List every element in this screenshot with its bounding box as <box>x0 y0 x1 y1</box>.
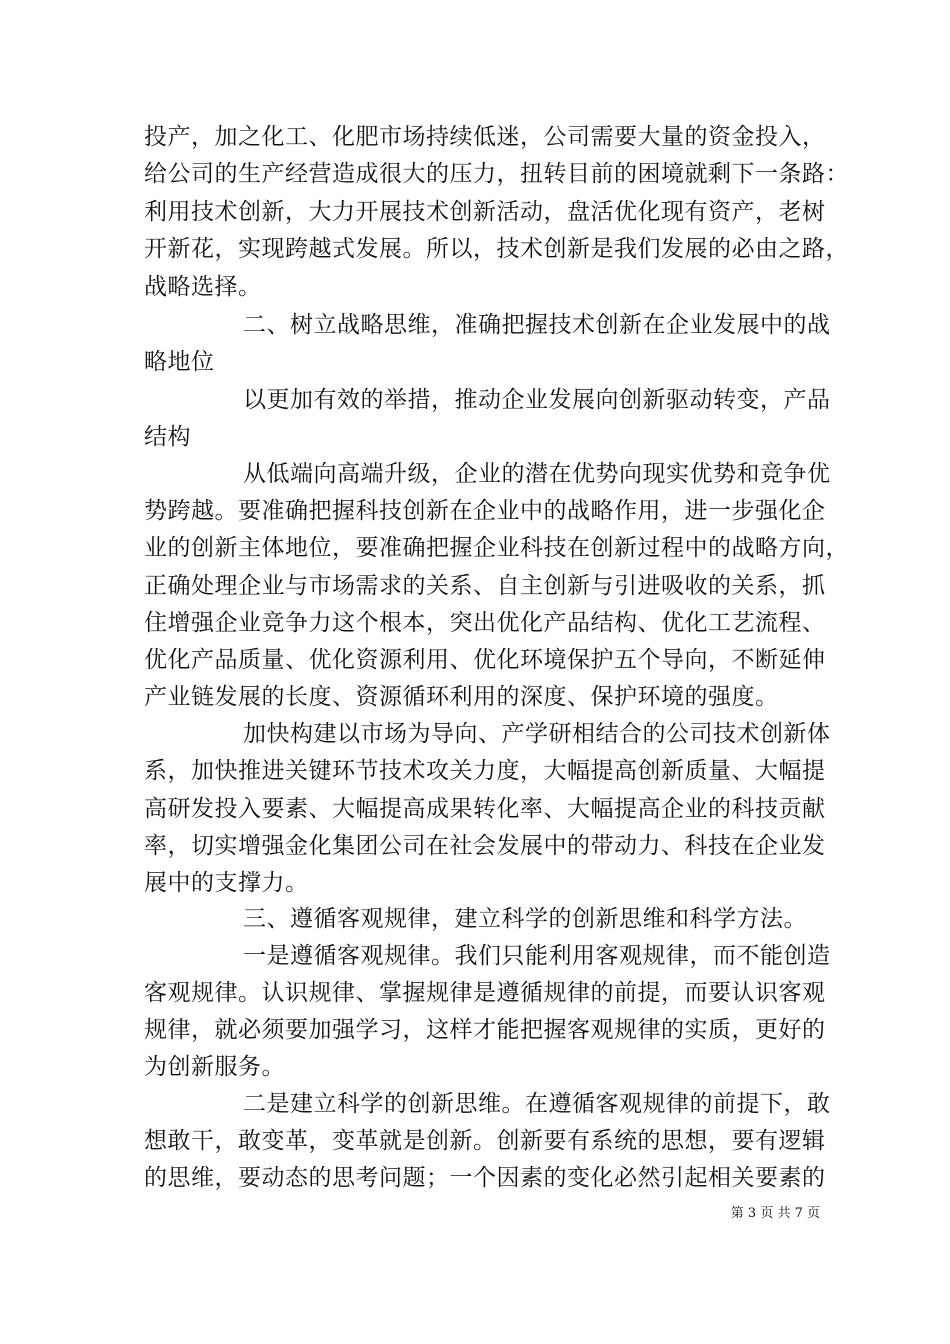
section-heading-line: 二、树立战略思维，准确把握技术创新在企业发展中的战 <box>243 312 831 338</box>
text-line: 一是遵循客观规律。我们只能利用客观规律，而不能创造 <box>243 943 831 969</box>
section-heading-line: 三、遵循客观规律，建立科学的创新思维和科学方法。 <box>243 906 807 932</box>
text-line: 客观规律。认识规律、掌握规律是遵循规律的前提，而要认识客观 <box>144 980 826 1006</box>
text-line: 利用技术创新，大力开展技术创新活动，盘活优化现有资产，老树 <box>144 199 826 225</box>
text-line: 系，加快推进关键环节技术攻关力度，大幅提高创新质量、大幅提 <box>144 758 826 784</box>
text-line: 的思维，要动态的思考问题；一个因素的变化必然引起相关要素的 <box>144 1165 826 1191</box>
text-line: 业的创新主体地位，要准确把握企业科技在创新过程中的战略方向， <box>144 535 849 561</box>
section-heading-line: 略地位 <box>144 349 215 375</box>
text-line: 展中的支撑力。 <box>144 870 309 896</box>
text-line: 为创新服务。 <box>144 1054 285 1080</box>
text-line: 给公司的生产经营造成很大的压力，扭转目前的困境就剩下一条路： <box>144 161 849 187</box>
text-line: 高研发投入要素、大幅提高成果转化率、大幅提高企业的科技贡献 <box>144 796 826 822</box>
text-line: 率，切实增强金化集团公司在社会发展中的带动力、科技在企业发 <box>144 833 826 859</box>
text-line: 规律，就必须要加强学习，这样才能把握客观规律的实质，更好的 <box>144 1017 826 1043</box>
text-line: 二是建立科学的创新思维。在遵循客观规律的前提下，敢 <box>243 1091 831 1117</box>
text-line: 加快构建以市场为导向、产学研相结合的公司技术创新体 <box>243 721 831 747</box>
text-line: 结构 <box>144 424 191 450</box>
text-line: 产业链发展的长度、资源循环利用的深度、保护环境的强度。 <box>144 684 779 710</box>
text-line: 优化产品质量、优化资源利用、优化环境保护五个导向，不断延伸 <box>144 647 826 673</box>
text-line: 以更加有效的举措，推动企业发展向创新驱动转变，产品 <box>243 387 831 413</box>
text-line: 正确处理企业与市场需求的关系、自主创新与引进吸收的关系，抓 <box>144 573 826 599</box>
text-line: 战略选择。 <box>144 274 262 300</box>
text-line: 投产，加之化工、化肥市场持续低迷，公司需要大量的资金投入， <box>144 124 826 150</box>
text-line: 住增强企业竞争力这个根本，突出优化产品结构、优化工艺流程、 <box>144 610 826 636</box>
page-number-footer: 第 3 页 共 7 页 <box>730 1206 820 1221</box>
text-line: 势跨越。要准确把握科技创新在企业中的战略作用，进一步强化企 <box>144 498 826 524</box>
text-line: 开新花，实现跨越式发展。所以，技术创新是我们发展的必由之路， <box>144 236 849 262</box>
text-line: 想敢干，敢变革，变革就是创新。创新要有系统的思想，要有逻辑 <box>144 1128 826 1154</box>
text-line: 从低端向高端升级，企业的潜在优势向现实优势和竞争优 <box>243 461 831 487</box>
